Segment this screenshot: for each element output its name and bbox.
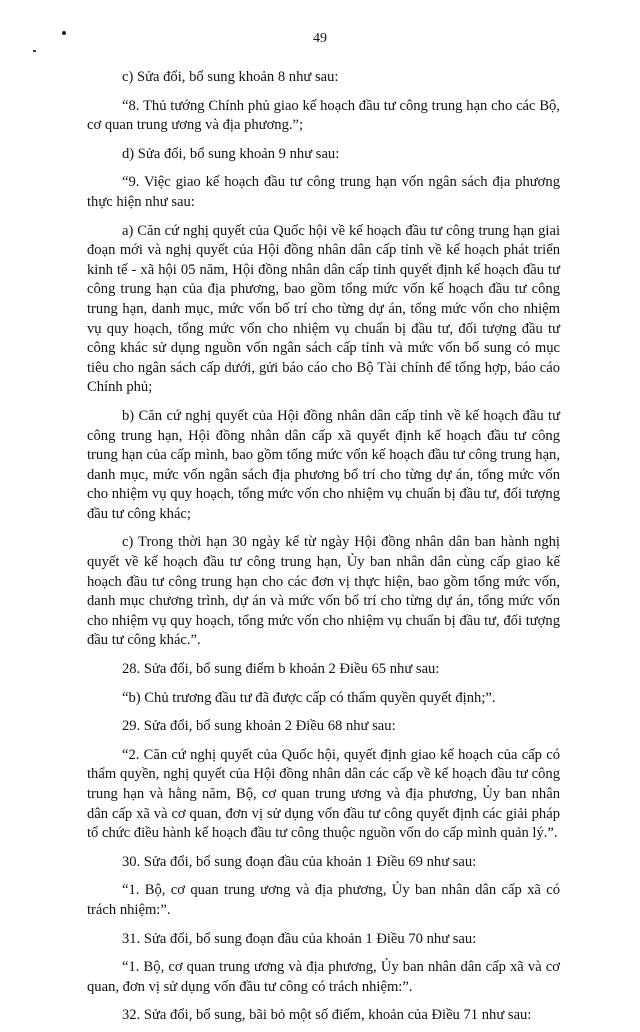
paragraph: “1. Bộ, cơ quan trung ương và địa phương, Ủy ban nhân dân cấp xã có trách nhiệm:”. bbox=[87, 882, 560, 918]
paragraph: “9. Việc giao kế hoạch đầu tư công trung hạn vốn ngân sách địa phương thực hiện như sau: bbox=[87, 174, 560, 210]
document-body bbox=[87, 68, 560, 1032]
paragraph: “8. Thủ tướng Chính phủ giao kế hoạch đầu tư công trung hạn cho các Bộ, cơ quan trung ương và địa phương.”; bbox=[87, 97, 560, 134]
paragraph: “b) Chủ trương đầu tư đã được cấp có thẩm quyền quyết định;”. bbox=[122, 689, 496, 706]
paragraph: b) Căn cứ nghị quyết của Hội đồng nhân dân cấp tỉnh về kế hoạch đầu tư công trung hạn, Hội đồng nhân dân cấp xã quyết định kế hoạch đầu tư công trung hạn của cấp mình, bao gồm tổng mức vốn kế hoạch đầu tư công trung hạn, danh mục, mức vốn ngân sách địa phương bố trí cho từng dự án, tổng mức vốn cho nhiệm vụ quy hoạch, tổng mức vốn cho nhiệm vụ chuẩn bị đầu tư, đối tượng đầu tư công khác; bbox=[87, 407, 560, 522]
paragraph: d) Sửa đổi, bổ sung khoản 9 như sau: bbox=[122, 145, 340, 162]
paragraph: a) Căn cứ nghị quyết của Quốc hội về kế hoạch đầu tư công trung hạn giai đoạn mới và nghị quyết của Hội đồng nhân dân cấp tỉnh về kế hoạch phát triển kinh tế - xã hội 05 năm, Hội đồng nhân dân cấp tỉnh quyết định kế hoạch đầu tư công trung hạn của địa phương, bao gồm tổng mức vốn kế hoạch đầu tư công trung hạn, danh mục, mức vốn bố trí cho từng dự án, tổng mức vốn cho nhiệm vụ quy hoạch, tổng mức vốn cho nhiệm vụ chuẩn bị đầu tư, đối tượng đầu tư công khác sử dụng nguồn vốn ngân sách cấp tỉnh và mức vốn bổ sung có mục tiêu cho ngân sách cấp dưới, gửi báo cáo cho Bộ Tài chính để tổng hợp, báo cáo Chính phủ; bbox=[87, 222, 560, 396]
paragraph: 30. Sửa đổi, bổ sung đoạn đầu của khoản 1 Điều 69 như sau: bbox=[122, 853, 477, 870]
scan-tick-mark bbox=[33, 50, 36, 52]
paragraph: 32. Sửa đổi, bổ sung, bãi bỏ một số điểm, khoản của Điều 71 như sau: bbox=[122, 1007, 532, 1024]
paragraph: 29. Sửa đổi, bổ sung khoản 2 Điều 68 như sau: bbox=[122, 718, 396, 735]
paragraph: 31. Sửa đổi, bổ sung đoạn đầu của khoản 1 Điều 70 như sau: bbox=[122, 930, 477, 947]
paragraph: “2. Căn cứ nghị quyết của Quốc hội, quyết định giao kế hoạch của cấp có thẩm quyền, nghị quyết của Hội đồng nhân dân các cấp về kế hoạch đầu tư công trung hạn và hằng năm, Bộ, cơ quan trung ương và địa phương, Ủy ban nhân dân cấp xã và cơ quan, đơn vị sử dụng vốn đầu tư công quyết định các giải pháp tổ chức điều hành kế hoạch đầu tư công thuộc nguồn vốn do cấp mình quản lý.”. bbox=[87, 746, 560, 842]
page-number: 49 bbox=[313, 31, 327, 46]
paragraph: c) Sửa đổi, bổ sung khoản 8 như sau: bbox=[122, 69, 339, 85]
paragraph: “1. Bộ, cơ quan trung ương và địa phương, Ủy ban nhân dân cấp xã và cơ quan, đơn vị sử dụng vốn đầu tư công có trách nhiệm:”. bbox=[87, 959, 560, 995]
paragraph: 28. Sửa đổi, bổ sung điểm b khoản 2 Điều 65 như sau: bbox=[122, 661, 440, 678]
paragraph: c) Trong thời hạn 30 ngày kể từ ngày Hội đồng nhân dân ban hành nghị quyết về kế hoạch đầu tư công trung hạn, Ủy ban nhân dân cùng cấp giao kế hoạch đầu tư công trung hạn cho các đơn vị thực hiện, bao gồm tổng mức vốn, danh mục chương trình, dự án và mức vốn bố trí cho từng dự án, tổng mức vốn cho nhiệm vụ quy hoạch, tổng mức vốn cho nhiệm vụ chuẩn bị đầu tư, đối tượng đầu tư công khác.”. bbox=[87, 534, 560, 649]
